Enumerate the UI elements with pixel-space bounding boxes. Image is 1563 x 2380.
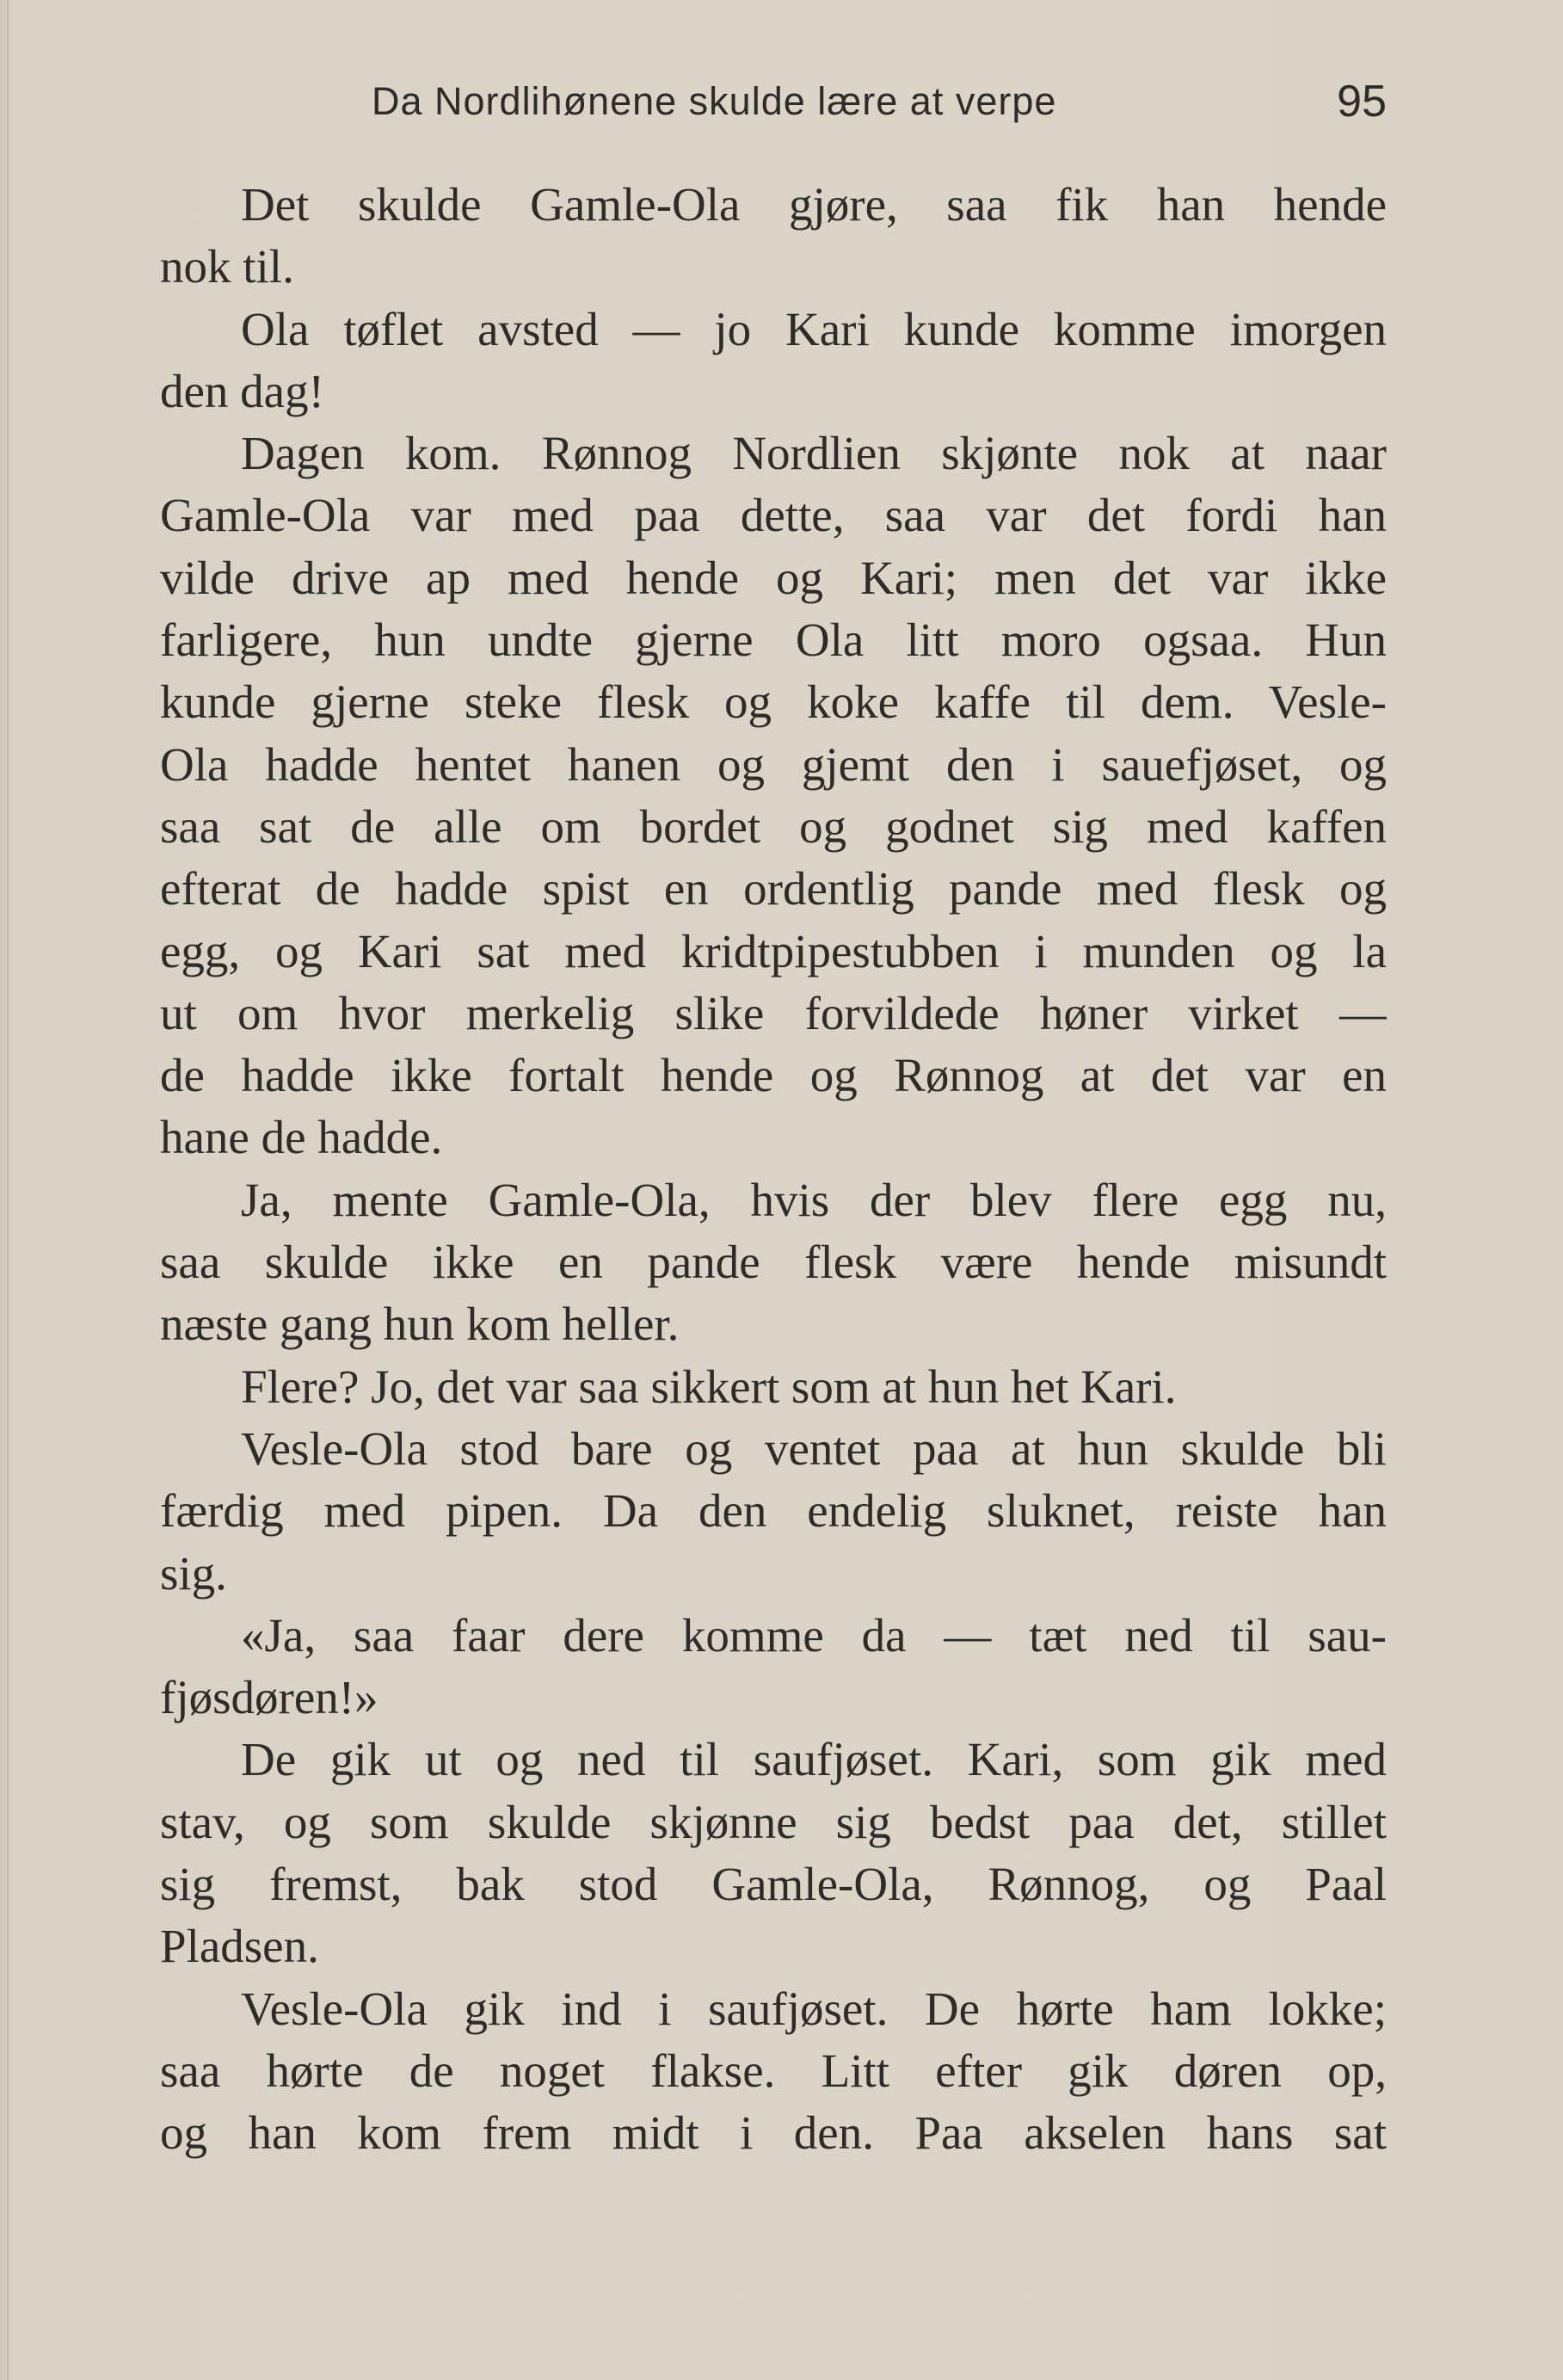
text-line: stav, og som skulde skjønne sig bedst paa det, stillet xyxy=(160,1795,1387,1848)
text-line: Dagen kom. Rønnog Nordlien skjønte nok at naar xyxy=(241,427,1387,480)
text-line: ut om hvor merkelig slike forvildede høner virket — xyxy=(160,986,1387,1039)
text-line: de hadde ikke fortalt hende og Rønnog at det var en xyxy=(160,1049,1387,1102)
text-line: saa skulde ikke en pande flesk være hende misundt xyxy=(160,1236,1387,1289)
text-line: «Ja, saa faar dere komme da — tæt ned til sau- xyxy=(241,1608,1387,1662)
paragraph xyxy=(160,1418,1387,1605)
page-number: 95 xyxy=(1337,77,1387,126)
text-line: kunde gjerne steke flesk og koke kaffe til dem. Vesle- xyxy=(160,675,1387,729)
paragraph xyxy=(160,174,1387,299)
text-line: Ola hadde hentet hanen og gjemt den i sauefjøset, og xyxy=(160,737,1387,791)
text-line: Gamle-Ola var med paa dette, saa var det fordi han xyxy=(160,489,1387,542)
body-text xyxy=(160,174,1387,2165)
text-line: egg, og Kari sat med kridtpipestubben i munden og la xyxy=(160,924,1387,977)
paragraph xyxy=(160,1605,1387,1730)
paragraph xyxy=(160,299,1387,423)
text-line: Flere? Jo, det var saa sikkert som at hun het Kari. xyxy=(241,1360,1177,1413)
paragraph xyxy=(160,1356,1387,1418)
text-line: vilde drive ap med hende og Kari; men det var ikke xyxy=(160,551,1387,604)
text-line: den dag! xyxy=(160,364,324,417)
text-line: næste gang hun kom heller. xyxy=(160,1298,680,1351)
paragraph xyxy=(160,422,1387,1169)
running-title: Da Nordlihønene skulde lære at verpe xyxy=(372,79,1057,123)
text-line: efterat de hadde spist en ordentlig pande med flesk og xyxy=(160,862,1387,916)
text-line: Vesle-Ola gik ind i saufjøset. De hørte ham lokke; xyxy=(241,1982,1387,2035)
text-line: saa sat de alle om bordet og godnet sig med kaffen xyxy=(160,799,1387,853)
text-line: Vesle-Ola stod bare og ventet paa at hun skulde bli xyxy=(241,1421,1387,1475)
text-line: sig. xyxy=(160,1546,227,1600)
text-line: Pladsen. xyxy=(160,1920,319,1973)
text-line: De gik ut og ned til saufjøset. Kari, som gik med xyxy=(241,1733,1387,1786)
paragraph xyxy=(160,1978,1387,2165)
text-line: Ja, mente Gamle-Ola, hvis der blev flere egg nu, xyxy=(241,1173,1387,1226)
page-header xyxy=(160,76,1387,136)
text-line: hane de hadde. xyxy=(160,1111,443,1164)
paragraph xyxy=(160,1169,1387,1356)
text-line: Det skulde Gamle-Ola gjøre, saa fik han hende xyxy=(241,178,1387,231)
text-line: færdig med pipen. Da den endelig sluknet, reiste han xyxy=(160,1484,1387,1538)
text-line: farligere, hun undte gjerne Ola litt moro ogsaa. Hun xyxy=(160,613,1387,667)
paragraph xyxy=(160,1729,1387,1977)
text-line: sig fremst, bak stod Gamle-Ola, Rønnog, og Paal xyxy=(160,1858,1387,1911)
text-line: Ola tøflet avsted — jo Kari kunde komme imorgen xyxy=(241,302,1387,355)
text-line: saa hørte de noget flakse. Litt efter gik døren op, xyxy=(160,2044,1387,2097)
text-line: nok til. xyxy=(160,240,294,293)
text-line: fjøsdøren!» xyxy=(160,1671,378,1724)
text-line: og han kom frem midt i den. Paa akselen hans sat xyxy=(160,2106,1387,2160)
page-edge xyxy=(7,0,9,2380)
